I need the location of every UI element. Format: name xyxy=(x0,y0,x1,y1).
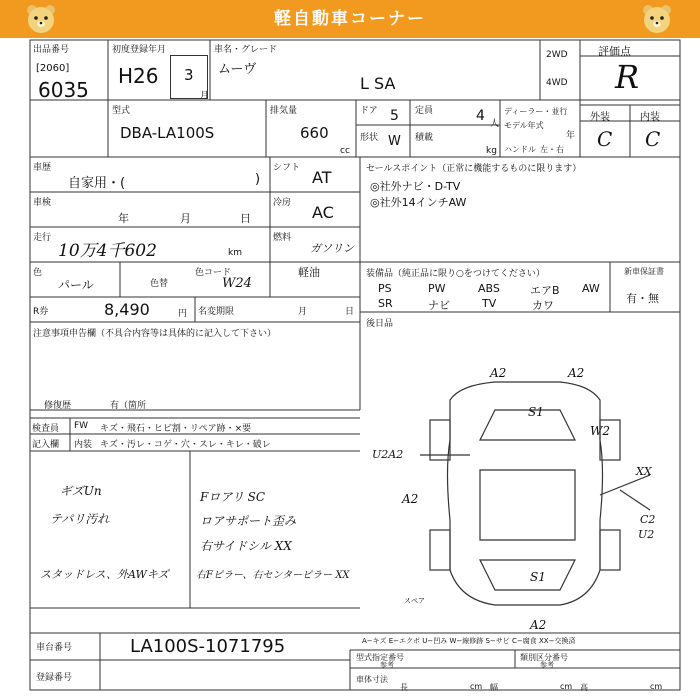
fuel-label: 燃料 xyxy=(273,233,292,243)
load-unit: kg xyxy=(486,146,497,156)
fuel-diesel: 軽油 xyxy=(298,266,320,279)
capacity-unit: 人 xyxy=(490,119,500,129)
equip-tv: TV xyxy=(482,297,497,310)
rating-value: R xyxy=(615,58,640,96)
mark-s1-bottom: S1 xyxy=(530,570,546,584)
length-label: 長 xyxy=(400,683,408,692)
remark-right-4: 右Fピラー、右センターピラー XX xyxy=(196,570,350,581)
inspector-row2-head: 内装 xyxy=(74,440,93,450)
mileage-value: 10万4千602 xyxy=(58,241,157,261)
model-year-unit: 年 xyxy=(566,131,576,141)
capacity-label: 定員 xyxy=(415,106,434,116)
registration-label: 初度登録年月 xyxy=(112,45,167,55)
chassis-label: 車台番号 xyxy=(36,643,73,653)
drive-2wd: 2WD xyxy=(546,50,568,60)
warranty-value: 有・無 xyxy=(626,292,659,305)
car-name: ムーヴ xyxy=(218,62,257,77)
lot-number: 6035 xyxy=(38,78,89,102)
body-shape-value: W xyxy=(388,134,401,149)
shift-label: シフト xyxy=(273,163,301,173)
length-unit: cm xyxy=(470,682,483,691)
history-close: ) xyxy=(255,172,261,187)
remark-left-1: ギズUn xyxy=(60,484,102,498)
fuel-petrol: ガソリン xyxy=(310,242,354,255)
model-label: 型式 xyxy=(112,106,131,116)
ref-1: 参考 xyxy=(380,661,394,669)
remark-right-3: 右サイドシル XX xyxy=(200,539,292,553)
chassis-value: LA100S-1071795 xyxy=(130,636,286,657)
history-label: 車歴 xyxy=(33,163,52,173)
mark-u2: U2 xyxy=(638,528,655,541)
mark-a2-top-right: A2 xyxy=(568,366,585,380)
car-name-label: 車名・グレード xyxy=(214,45,278,55)
mileage-unit: km xyxy=(228,248,242,258)
lot-label: 出品番号 xyxy=(33,45,70,55)
model-year-label: モデル年式 xyxy=(504,121,544,130)
spare-label: スペア xyxy=(404,597,425,605)
mark-xx: XX xyxy=(636,465,652,478)
drive-4wd: 4WD xyxy=(546,78,568,88)
recycle-unit: 円 xyxy=(178,309,188,319)
registration-year: H26 xyxy=(118,64,159,88)
interior-grade: C xyxy=(645,127,661,151)
registration-month: 3 xyxy=(184,66,194,84)
equip-ps: PS xyxy=(378,282,392,295)
equip-sr: SR xyxy=(378,297,393,310)
remark-right-1: Fロアリ SC xyxy=(200,490,266,504)
damage-legend: A−キズ E−エクボ U−凹み W−線修跡 S−サビ C−腐食 XX−交換済 xyxy=(362,637,576,645)
mark-s1-top: S1 xyxy=(528,405,544,419)
width-unit: cm xyxy=(560,682,573,691)
model-value: DBA-LA100S xyxy=(120,124,215,142)
remark-right-2: ロアサポート歪み xyxy=(200,514,297,528)
mark-a2-bottom: A2 xyxy=(530,618,547,632)
mark-u2a2: U2A2 xyxy=(372,448,404,461)
body-shape-label: 形状 xyxy=(360,133,379,143)
mark-a2-top-left: A2 xyxy=(490,366,507,380)
inspector-row1: キズ・飛石・ヒビ割・リペア跡・×要 xyxy=(100,424,252,434)
type-number-label: 型式指定番号 xyxy=(356,653,404,662)
expiry-month: 月 xyxy=(298,307,308,317)
car-grade: L SA xyxy=(360,74,396,93)
handle-label: ハンドル xyxy=(504,145,536,154)
ref-2: 参考 xyxy=(540,661,554,669)
height-label: 高 xyxy=(580,683,588,692)
inspector-label-2: 記入欄 xyxy=(32,440,60,450)
sales-point-2: ◎社外14インチAW xyxy=(370,196,467,209)
plate-label: 登録番号 xyxy=(36,673,73,683)
inspector-row1-head: FW xyxy=(74,421,89,431)
remark-left-2: テパリ汚れ xyxy=(50,512,110,526)
inspection-label: 車検 xyxy=(33,198,52,208)
color-value: パール xyxy=(58,278,94,292)
equip-aw: AW xyxy=(582,282,600,295)
color-label: 色 xyxy=(33,268,43,278)
inspection-day: 日 xyxy=(240,212,251,225)
exterior-label: 外装 xyxy=(590,112,610,123)
class-number-label: 類別区分番号 xyxy=(520,653,568,662)
rear-seat-label: 後日品 xyxy=(366,319,394,329)
notes-label: 注意事項申告欄（不具合内容等は具体的に記入して下さい） xyxy=(33,329,277,339)
interior-label: 内装 xyxy=(640,112,660,123)
equip-airbag: エアB xyxy=(530,284,560,297)
aircon-value: AC xyxy=(312,203,334,222)
rating-label: 評価点 xyxy=(598,45,631,58)
body-size-label: 車体寸法 xyxy=(356,675,388,684)
equip-pw: PW xyxy=(428,282,446,295)
equipment-label: 装備品（純正品に限り○をつけてください） xyxy=(366,269,545,279)
aircon-label: 冷房 xyxy=(273,198,292,208)
height-unit: cm xyxy=(650,682,663,691)
displacement-label: 排気量 xyxy=(270,106,298,116)
equip-abs: ABS xyxy=(478,282,500,295)
load-label: 積載 xyxy=(415,133,434,143)
lot-code: [2060] xyxy=(36,63,70,74)
sales-point-1: ◎社外ナビ・D-TV xyxy=(370,180,461,193)
displacement-value: 660 xyxy=(300,124,329,142)
mark-w2: W2 xyxy=(590,424,610,438)
repair-label: 修復歴 xyxy=(44,401,72,411)
shift-value: AT xyxy=(312,168,332,187)
dealer-label: ディーラー・並行 xyxy=(504,107,568,116)
history-value: 自家用・( xyxy=(68,176,126,191)
recycle-value: 8,490 xyxy=(104,300,150,319)
repair-value: 有（箇所 xyxy=(110,401,147,411)
inspection-month: 月 xyxy=(180,212,191,225)
mileage-label: 走行 xyxy=(33,233,52,243)
sales-points-label: セールスポイント（正常に機能するものに限ります） xyxy=(366,164,582,174)
inspector-row2: キズ・汚レ・コゲ・穴・スレ・キレ・破レ xyxy=(100,440,271,450)
color-code-label: 色コード xyxy=(195,268,232,278)
remark-left-3: スタッドレス、外AWキズ xyxy=(40,568,169,581)
handle-value: 左・右 xyxy=(540,145,564,154)
inspector-label-1: 検査員 xyxy=(32,424,60,434)
expiry-day: 日 xyxy=(345,307,355,317)
doors-label: ドア xyxy=(360,106,378,116)
displacement-unit: cc xyxy=(340,146,350,156)
mark-a2-left: A2 xyxy=(402,492,419,506)
inspection-year: 年 xyxy=(118,212,129,225)
exterior-grade: C xyxy=(597,127,613,151)
mark-c2: C2 xyxy=(640,513,656,526)
recycle-label: R券 xyxy=(33,307,49,317)
registration-month-unit: 月 xyxy=(200,91,210,101)
expiry-label: 名変期限 xyxy=(198,307,235,317)
color-change-label: 色替 xyxy=(150,279,169,289)
equip-navi: ナビ xyxy=(428,299,450,312)
page-title: 軽自動車コーナー xyxy=(274,9,426,29)
width-label: 幅 xyxy=(490,683,498,692)
equip-leather: カワ xyxy=(532,299,554,312)
warranty-label: 新車保証書 xyxy=(624,267,664,276)
color-code: W24 xyxy=(222,276,252,291)
capacity-value: 4 xyxy=(476,108,485,124)
doors-value: 5 xyxy=(390,108,399,124)
